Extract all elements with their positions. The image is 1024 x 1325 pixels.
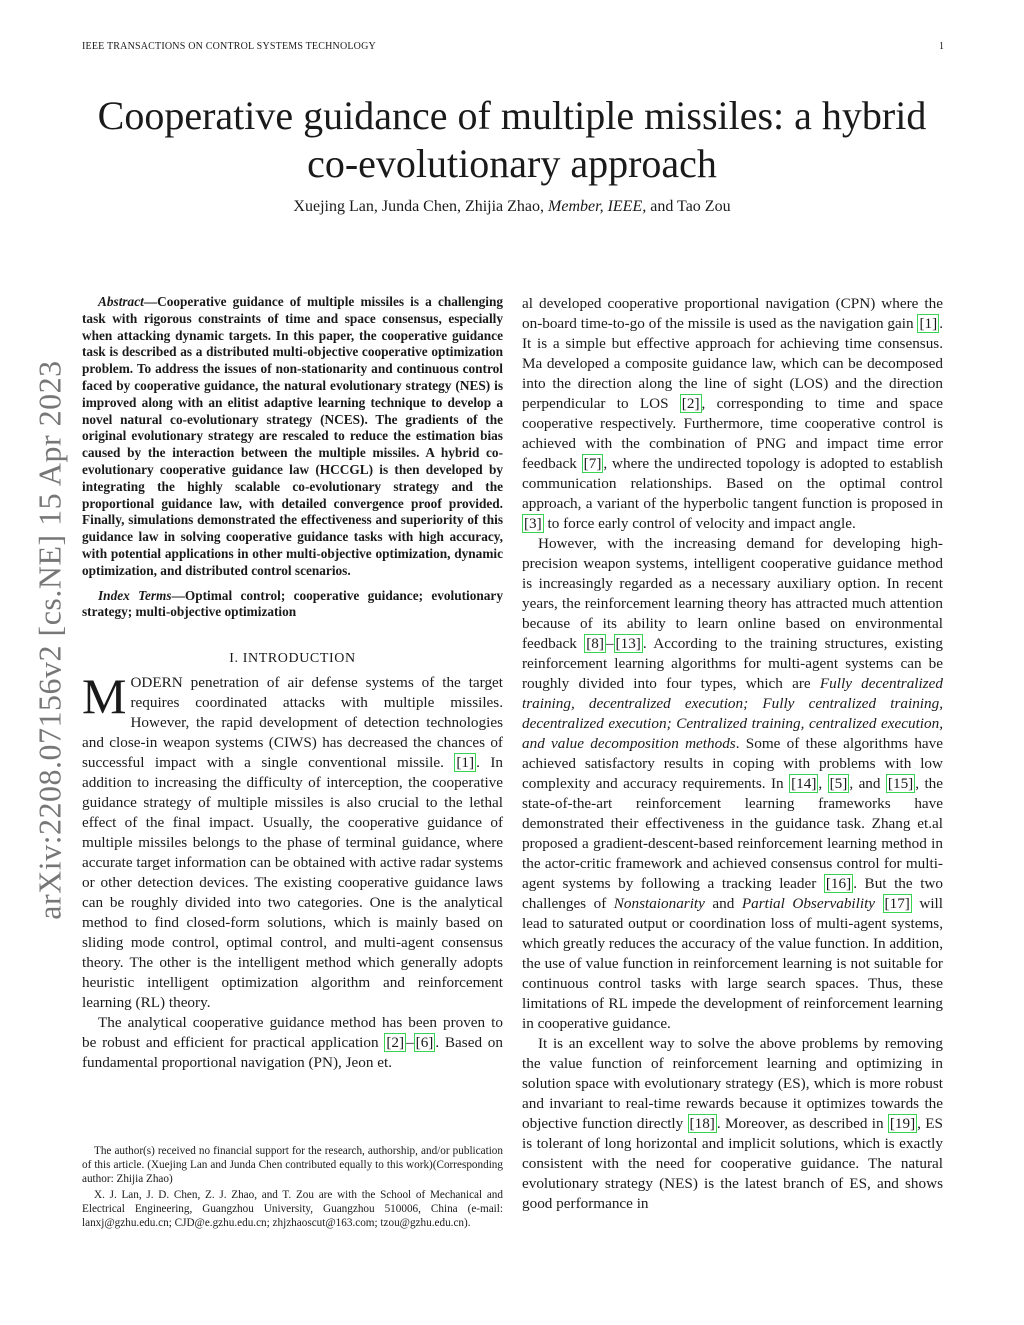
text-run: al developed cooperative proportional navigation (CPN) where the on-board time-to-go of the missile is used as the navigation gain xyxy=(522,295,943,332)
citation-link[interactable]: [8] xyxy=(586,635,604,652)
text-run xyxy=(875,895,883,912)
running-header: IEEE TRANSACTIONS ON CONTROL SYSTEMS TECHNOLOGY xyxy=(82,41,376,52)
text-run: , where the undirected topology is adopted to establish communication relationships. Based on the optimal control approach, a variant of the hyperbolic tangent function is proposed in xyxy=(522,455,943,512)
footnote-affiliation: X. J. Lan, J. D. Chen, Z. J. Zhao, and T. Zou are with the School of Mechanical and Electrical Engineering, Guangzhou University, Guangzhou 510006, China (e-mail: lanxj@gzhu.edu.cn; CJD@e.gzhu.edu.cn; zhjzhaoscut@163.com; tzou@gzhu.edu.cn). xyxy=(82,1189,503,1229)
text-run: . It is a simple but effective approach for achieving time consensus. Ma developed a composite guidance law, which can be decomposed into the direction along the line of sight (LOS) and the direction perpendicular to LOS xyxy=(522,315,943,412)
italic-text: Fully decentralized training, decentralized execution; Fully centralized training, decentralized execution; Centralized training, centralized execution, and value decomposition methods xyxy=(522,675,943,752)
citation-link[interactable]: [6] xyxy=(415,1034,434,1052)
author-last: and Tao Zou xyxy=(646,198,731,215)
footnotes xyxy=(82,1144,503,1232)
citation-link[interactable]: [19] xyxy=(889,1115,916,1132)
text-run: , the state-of-the-art reinforcement learning frameworks have demonstrated their effectiveness in the guidance task. Zhang et.al proposed a gradient-descent-based reinforcement learning method in the actor-critic framework and achieved consensus control for multi-agent systems by following a tracking leader xyxy=(522,775,944,892)
text-run: – xyxy=(605,635,614,652)
body-paragraph-es xyxy=(522,1034,943,1214)
body-paragraph-cpn xyxy=(522,294,943,534)
citation-link[interactable]: [15] xyxy=(887,775,914,792)
abstract-label: Abstract xyxy=(98,294,144,309)
text-run: and xyxy=(704,895,742,912)
author-membership: Member, IEEE, xyxy=(548,198,647,215)
left-column xyxy=(82,294,503,1073)
index-terms xyxy=(82,588,503,622)
title-line-1: Cooperative guidance of multiple missiles: a hybrid xyxy=(97,93,927,138)
text-run: , ES is tolerant of long horizontal and implicit solutions, which is exactly consistent with the need for cooperative guidance. The natural evolutionary strategy (NES) is the latest branch of ES, and shows good performance in xyxy=(522,1115,943,1212)
text-run: will lead to saturated output or coordination loss of multi-agent systems, which greatly reduces the accuracy of the value function. In addition, the use of value function in reinforcement learning is not suitable for continuous control tasks with large search spaces. Thus, these limitations of RL impede the development of reinforcement learning in cooperative guidance. xyxy=(522,895,943,1032)
author-list xyxy=(60,198,964,216)
citation-link[interactable]: [14] xyxy=(791,775,817,792)
arxiv-identifier: arXiv:2208.07156v2 [cs.NE] 15 Apr 2023 xyxy=(31,360,68,920)
text-run: The analytical cooperative guidance method has been proven to be robust and efficient for practical application xyxy=(82,1014,503,1052)
italic-text: Nonstaionarity xyxy=(613,895,705,912)
body-paragraph-rl xyxy=(522,534,943,1034)
right-column xyxy=(522,294,943,1214)
abstract-text: —Cooperative guidance of multiple missiles is a challenging task with rigorous constraints of time and space consensus, especially when attacking dynamic targets. In this paper, the cooperative guidance task is described as a distributed multi-objective cooperative optimization problem. To address the issues of non-stationarity and continuous control faced by cooperative guidance, the natural evolutionary strategy (NES) is improved along with an elitist adaptive learning technique to develop a novel natural co-evolutionary strategy (NCES). The gradients of the original evolutionary strategy are rescaled to reduce the estimation bias caused by the interaction between the multiple missiles. A hybrid co-evolutionary cooperative guidance law (HCCGL) is then developed by integrating the highly scalable co-evolutionary strategy and the proportional guidance law, with detailed convergence proof provided. Finally, simulations demonstrated the effectiveness and superiority of this guidance law in solving cooperative guidance tasks with high accuracy, with potential applications in other multi-objective optimization, dynamic optimization, and distributed control scenarios. xyxy=(82,294,503,578)
paper-title xyxy=(60,92,964,188)
author-names: Xuejing Lan, Junda Chen, Zhijia Zhao, xyxy=(293,198,549,215)
intro-paragraph-1 xyxy=(82,668,504,1013)
text-run: , corresponding to time and space cooperative respectively. Furthermore, time cooperative control is achieved with the combination of PNG and impact time error feedback xyxy=(522,395,943,472)
index-terms-text: —Optimal control; cooperative guidance; evolutionary strategy; multi-objective optimization xyxy=(82,587,503,620)
abstract xyxy=(82,294,503,580)
text-run: , xyxy=(818,775,828,792)
citation-link[interactable]: [1] xyxy=(919,315,938,332)
text-run: ODERN penetration of air defense systems of the target requires coordinated attacks with multiple missiles. However, the rapid development of detection technologies and close-in weapon systems (CIWS) has decreased the chances of successful impact with a single conventional missile. xyxy=(82,674,503,772)
citation-link[interactable]: [1] xyxy=(456,754,475,772)
intro-paragraph-2 xyxy=(82,1013,503,1073)
citation-link[interactable]: [7] xyxy=(583,455,602,472)
drop-cap: M xyxy=(82,668,127,725)
citation-link[interactable]: [3] xyxy=(524,515,542,532)
section-title-first: I xyxy=(242,651,248,667)
citation-link[interactable]: [17] xyxy=(884,895,910,912)
title-line-2: co-evolutionary approach xyxy=(307,141,717,186)
citation-link[interactable]: [2] xyxy=(681,395,700,412)
text-run: – xyxy=(406,1034,414,1052)
citation-link[interactable]: [5] xyxy=(829,775,848,792)
text-run: . Moreover, as described in xyxy=(716,1115,888,1132)
section-number: I. xyxy=(229,651,243,667)
section-title-rest: NTRODUCTION xyxy=(248,651,356,667)
text-run: , and xyxy=(849,775,886,792)
footnote-funding: The author(s) received no financial support for the research, authorship, and/or publication of this article. (Xuejing Lan and Junda Chen contributed equally to this work)(Corresponding author: Zhijia Zhao) xyxy=(82,1145,503,1185)
citation-link[interactable]: [18] xyxy=(689,1115,715,1132)
text-run: to force early control of velocity and impact angle. xyxy=(543,515,856,532)
text-run: . Based on fundamental proportional navigation (PN), Jeon et. xyxy=(82,1034,503,1072)
text-run: . Some of these algorithms have achieved satisfactory results in coping with problems with low complexity and accuracy requirements. In xyxy=(522,735,943,792)
text-run: . In addition to increasing the difficulty of interception, the cooperative guidance strategy of multiple missiles is also crucial to the lethal effect of the final impact. Usually, the cooperative guidance of multiple missiles belongs to the phase of terminal guidance, where accurate target information can be obtained with active radar systems or other detection devices. The existing cooperative guidance laws can be roughly divided into two categories. One is the analytical method to find closed-form solutions, which is mainly based on sliding mode control, optimal control, and multi-agent consensus theory. The other is the intelligent method which generally adopts heuristic intelligent optimization algorithm and reinforcement learning (RL) theory. xyxy=(82,754,504,1012)
italic-text: Partial Observability xyxy=(741,895,876,912)
index-terms-label: Index Terms xyxy=(98,587,172,603)
text-run: It is an excellent way to solve the above problems by removing the value function of reinforcement learning and optimizing in solution space with evolutionary strategy (ES), which is more robust and invariant to real-time rewards because it optimizes towards the objective function directly xyxy=(522,1035,943,1132)
citation-link[interactable]: [13] xyxy=(615,635,641,652)
citation-link[interactable]: [16] xyxy=(825,875,852,892)
section-heading-introduction xyxy=(82,651,503,667)
text-run: . According to the training structures, existing reinforcement learning algorithms for multi-agent systems can be roughly divided into four types, which are xyxy=(522,635,943,692)
page-number: 1 xyxy=(939,41,944,52)
citation-link[interactable]: [2] xyxy=(386,1034,405,1052)
text-run: . But the two challenges of xyxy=(522,875,943,912)
text-run: However, with the increasing demand for developing high-precision weapon systems, intelligent cooperative guidance method is increasingly regarded as a necessary auxiliary option. In recent years, the reinforcement learning theory has attracted much attention because of its ability to learn online based on environmental feedback xyxy=(522,535,943,652)
